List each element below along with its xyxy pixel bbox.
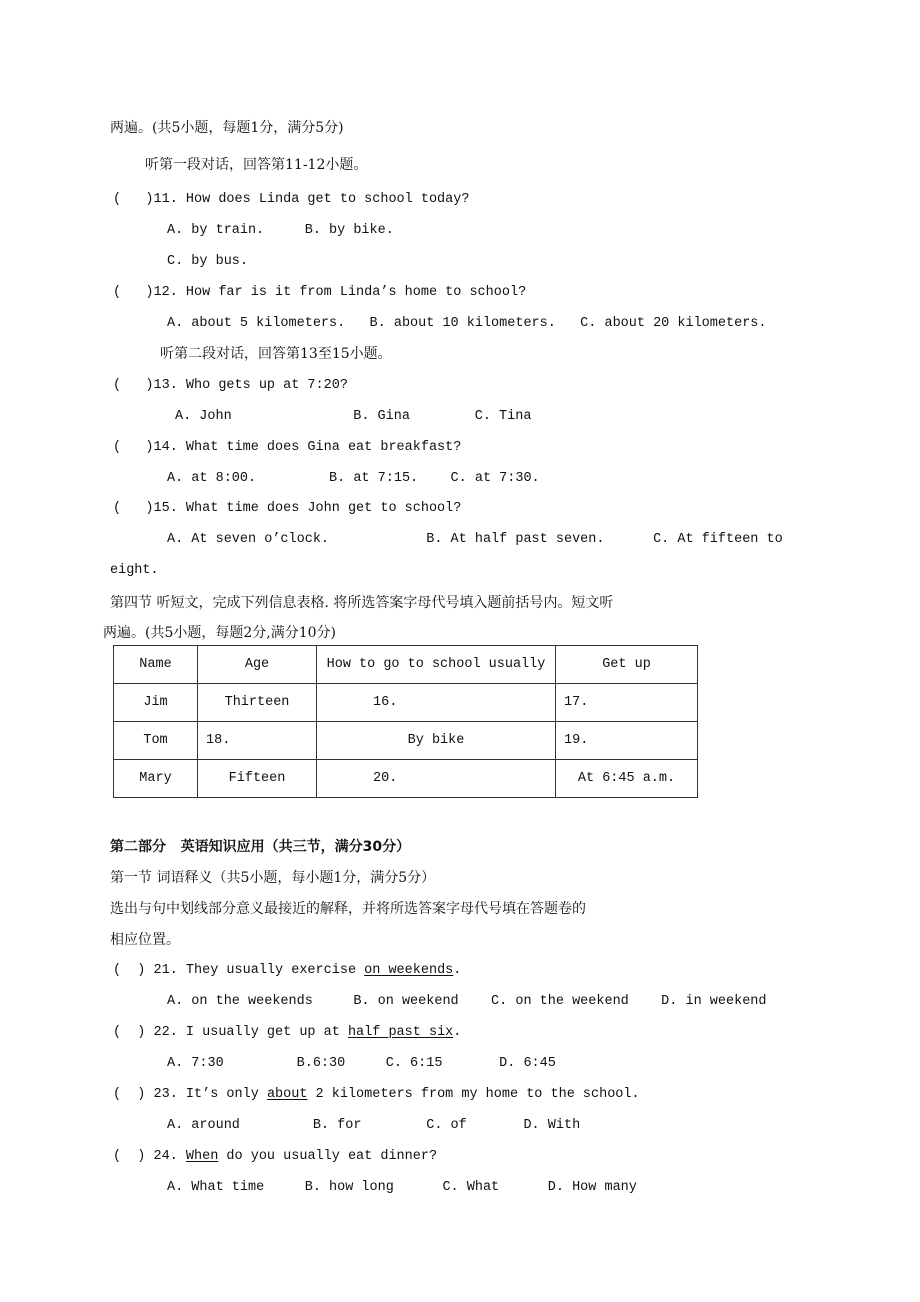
question-24 (113, 1148, 437, 1166)
question-12-options: A. about 5 kilometers. B. about 10 kilometers. C. about 20 kilometers. (167, 316, 767, 331)
q-text: . (453, 963, 462, 978)
question-22-options: A. 7:30 B.6:30 C. 6:15 D. 6:45 (167, 1056, 556, 1071)
instructions-line1: 选出与句中划线部分意义最接近的解释，并将所选答案字母代号填在答题卷的 (110, 901, 586, 917)
cell: Thirteen (198, 684, 317, 722)
cell: Fifteen (198, 760, 317, 798)
sec1-title: 第一节 词语释义（共5小题，每小题1分，满分5分） (110, 870, 436, 886)
question-22 (113, 1024, 461, 1042)
question-23-options: A. around B. for C. of D. With (167, 1118, 581, 1133)
question-13: ( )13. Who gets up at 7:20? (113, 378, 348, 393)
question-23 (113, 1086, 640, 1104)
cell: 16. (317, 684, 556, 722)
q-text: . (453, 1025, 462, 1040)
section-intro-tail: 两遍。(共5小题，每题1分，满分5分) (110, 120, 344, 136)
question-15-options: A. At seven o’clock. B. At half past seven. C. At fifteen to (167, 532, 783, 547)
question-15: ( )15. What time does John get to school? (113, 501, 462, 516)
question-11-options: A. by train. B. by bike. (167, 223, 394, 238)
info-table (113, 645, 698, 798)
question-21-options: A. on the weekends B. on weekend C. on the weekend D. in weekend (167, 994, 767, 1009)
instructions-line2: 相应位置。 (110, 932, 180, 948)
q-text: ( ) 24. (113, 1149, 186, 1164)
q-text: ( ) 21. They usually exercise (113, 963, 365, 978)
question-14: ( )14. What time does Gina eat breakfast? (113, 440, 462, 455)
table-row (114, 684, 698, 722)
cell: 18. (198, 722, 317, 760)
q-text: do you usually eat dinner? (218, 1149, 438, 1164)
section4-title: 第四节 听短文，完成下列信息表格. 将所选答案字母代号填入题前括号内。短文听 (110, 595, 614, 611)
dialog2-instruction: 听第二段对话，回答第13至15小题。 (160, 346, 392, 362)
header-cell: Get up (556, 646, 698, 684)
cell: 20. (317, 760, 556, 798)
question-12: ( )12. How far is it from Linda’s home to school? (113, 285, 527, 300)
header-cell: Name (114, 646, 198, 684)
cell: Mary (114, 760, 198, 798)
cell: By bike (317, 722, 556, 760)
underlined-phrase: on weekends (364, 963, 454, 978)
question-24-options: A. What time B. how long C. What D. How many (167, 1180, 637, 1195)
question-21 (113, 962, 461, 980)
section4-title-cont: 两遍。(共5小题，每题2分,满分10分) (103, 625, 337, 641)
q-text: 2 kilometers from my home to the school. (307, 1087, 640, 1102)
question-11-options-c: C. by bus. (167, 254, 249, 269)
cell: 17. (556, 684, 698, 722)
underlined-phrase: When (185, 1149, 219, 1164)
cell: 19. (556, 722, 698, 760)
part2-title: 第二部分 英语知识应用（共三节，满分30分） (110, 839, 411, 855)
cell: Jim (114, 684, 198, 722)
table-row (114, 760, 698, 798)
header-cell: How to go to school usually (317, 646, 556, 684)
header-cell: Age (198, 646, 317, 684)
question-15-options-wrap: eight. (110, 563, 159, 578)
cell: At 6:45 a.m. (556, 760, 698, 798)
underlined-phrase: half past six (347, 1025, 454, 1040)
question-13-options: A. John B. Gina C. Tina (175, 409, 532, 424)
question-14-options: A. at 8:00. B. at 7:15. C. at 7:30. (167, 471, 540, 486)
dialog1-instruction: 听第一段对话，回答第11-12小题。 (145, 157, 368, 173)
q-text: ( ) 22. I usually get up at (113, 1025, 348, 1040)
table-row (114, 722, 698, 760)
q-text: ( ) 23. It’s only (113, 1087, 267, 1102)
table-header-row (114, 646, 698, 684)
cell: Tom (114, 722, 198, 760)
question-11: ( )11. How does Linda get to school today? (113, 192, 470, 207)
underlined-phrase: about (266, 1087, 308, 1102)
